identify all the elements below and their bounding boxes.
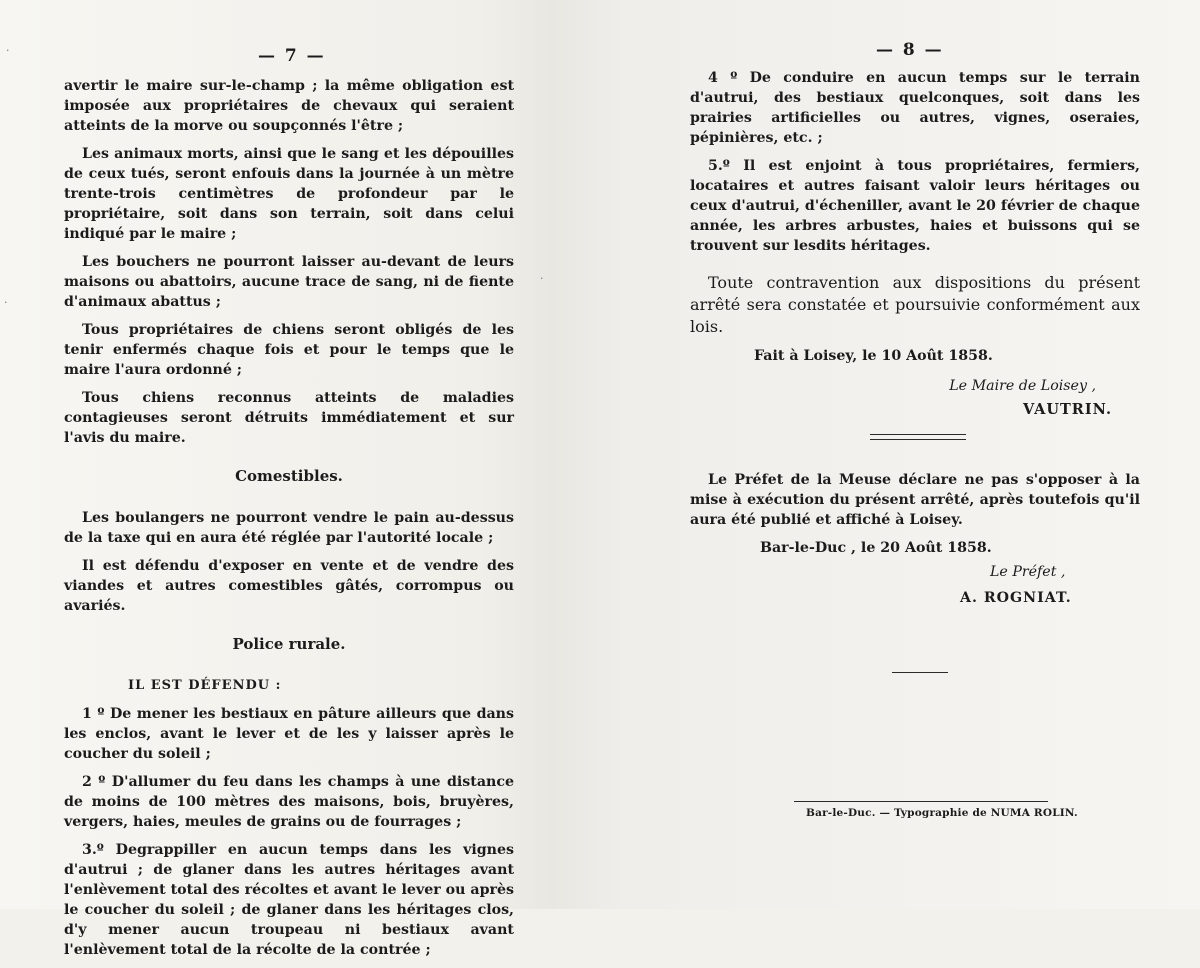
double-rule-divider — [870, 434, 966, 440]
page-7-body — [64, 76, 514, 968]
page-number-7: — 7 — — [258, 46, 326, 66]
page-8 — [600, 0, 1200, 909]
page-number-8: — 8 — — [876, 40, 944, 60]
il-est-defendu: IL EST DÉFENDU : — [128, 678, 282, 693]
maire-signature: VAUTRIN. — [1022, 401, 1112, 418]
imprint-rule — [794, 801, 1048, 802]
scan-speck: · — [540, 272, 544, 285]
maire-title: Le Maire de Loisey , — [949, 378, 1096, 394]
section-heading-comestibles: Comestibles. — [235, 467, 343, 485]
paragraph: Les bouchers ne pourront laisser au-devant de leurs maisons ou abattoirs, aucune trace de sang, ni de fiente d'animaux abattus ; — [64, 254, 514, 310]
paragraph: Les boulangers ne pourront vendre le pain au-dessus de la taxe qui en aura été réglée par l'autorité locale ; — [64, 510, 514, 546]
prefet-signature: A. ROGNIAT. — [960, 590, 1072, 606]
printer-imprint: Bar-le-Duc. — Typographie de NUMA ROLIN. — [806, 807, 1078, 819]
paragraph-item-5: 5.º Il est enjoint à tous propriétaires, fermiers, locataires et autres faisant valoir leurs héritages ou ceux d'autrui, d'écheniller, avant le 20 février de chaque année, les arbres arbustes, haies et buissons qui se trouvent sur lesdits héritages. — [690, 158, 1140, 254]
page-7 — [0, 0, 560, 958]
paragraph: Tous propriétaires de chiens seront obligés de les tenir enfermés chaque fois et pour le temps que le maire l'aura ordonné ; — [64, 322, 514, 378]
section-heading-police-rurale: Police rurale. — [232, 635, 346, 653]
scan-speck: · — [4, 296, 8, 309]
paragraph: Il est défendu d'exposer en vente et de vendre des viandes et autres comestibles gâtés, corrompus ou avariés. — [64, 558, 514, 614]
paragraph: Les animaux morts, ainsi que le sang et les dépouilles de ceux tués, seront enfouis dans la journée à un mètre trente-trois centimètres de profondeur par le propriétaire, soit dans son terrain, soit dans celui indiqué par le maire ; — [64, 146, 514, 242]
scan-speck: · — [6, 44, 10, 57]
contravention-paragraph: Toute contravention aux dispositions du présent arrêté sera constatée et poursuivie conformément aux lois. — [690, 273, 1140, 336]
fait-date: Fait à Loisey, le 10 Août 1858. — [754, 348, 993, 364]
paragraph: 2 º D'allumer du feu dans les champs à une distance de moins de 100 mètres des maisons, bois, bruyères, vergers, haies, meules de grains ou de fourrages ; — [64, 774, 514, 830]
bar-le-duc-date: Bar-le-Duc , le 20 Août 1858. — [760, 540, 992, 556]
paragraph: 1 º De mener les bestiaux en pâture ailleurs que dans les enclos, avant le lever et de les y laisser après le coucher du soleil ; — [64, 706, 514, 762]
paragraph-item-4: 4 º De conduire en aucun temps sur le terrain d'autrui, des bestiaux quelconques, soit dans les prairies artificielles ou autres, vignes, oseraies, pépinières, etc. ; — [690, 70, 1140, 146]
paragraph: 3.º Degrappiller en aucun temps dans les vignes d'autrui ; de glaner dans les autres héritages avant l'enlèvement total des récoltes et avant le lever ou après le coucher du soleil ; de glaner dans les héritages clos, d'y mener aucun troupeau ni bestiaux avant l'enlèvement total de la récolte de la contrée ; — [64, 842, 514, 958]
paragraph: avertir le maire sur-le-champ ; la même obligation est imposée aux propriétaires de chevaux qui seraient atteints de la morve ou soupçonnés l'être ; — [64, 78, 514, 134]
prefet-paragraph: Le Préfet de la Meuse déclare ne pas s'opposer à la mise à exécution du présent arrêté, après toutefois qu'il aura été publié et affiché à Loisey. — [690, 472, 1140, 528]
short-rule-divider — [892, 672, 948, 673]
paragraph: Tous chiens reconnus atteints de maladies contagieuses seront détruits immédiatement et sur l'avis du maire. — [64, 390, 514, 446]
page-8-body — [690, 68, 1140, 608]
prefet-title: Le Préfet , — [990, 564, 1066, 580]
